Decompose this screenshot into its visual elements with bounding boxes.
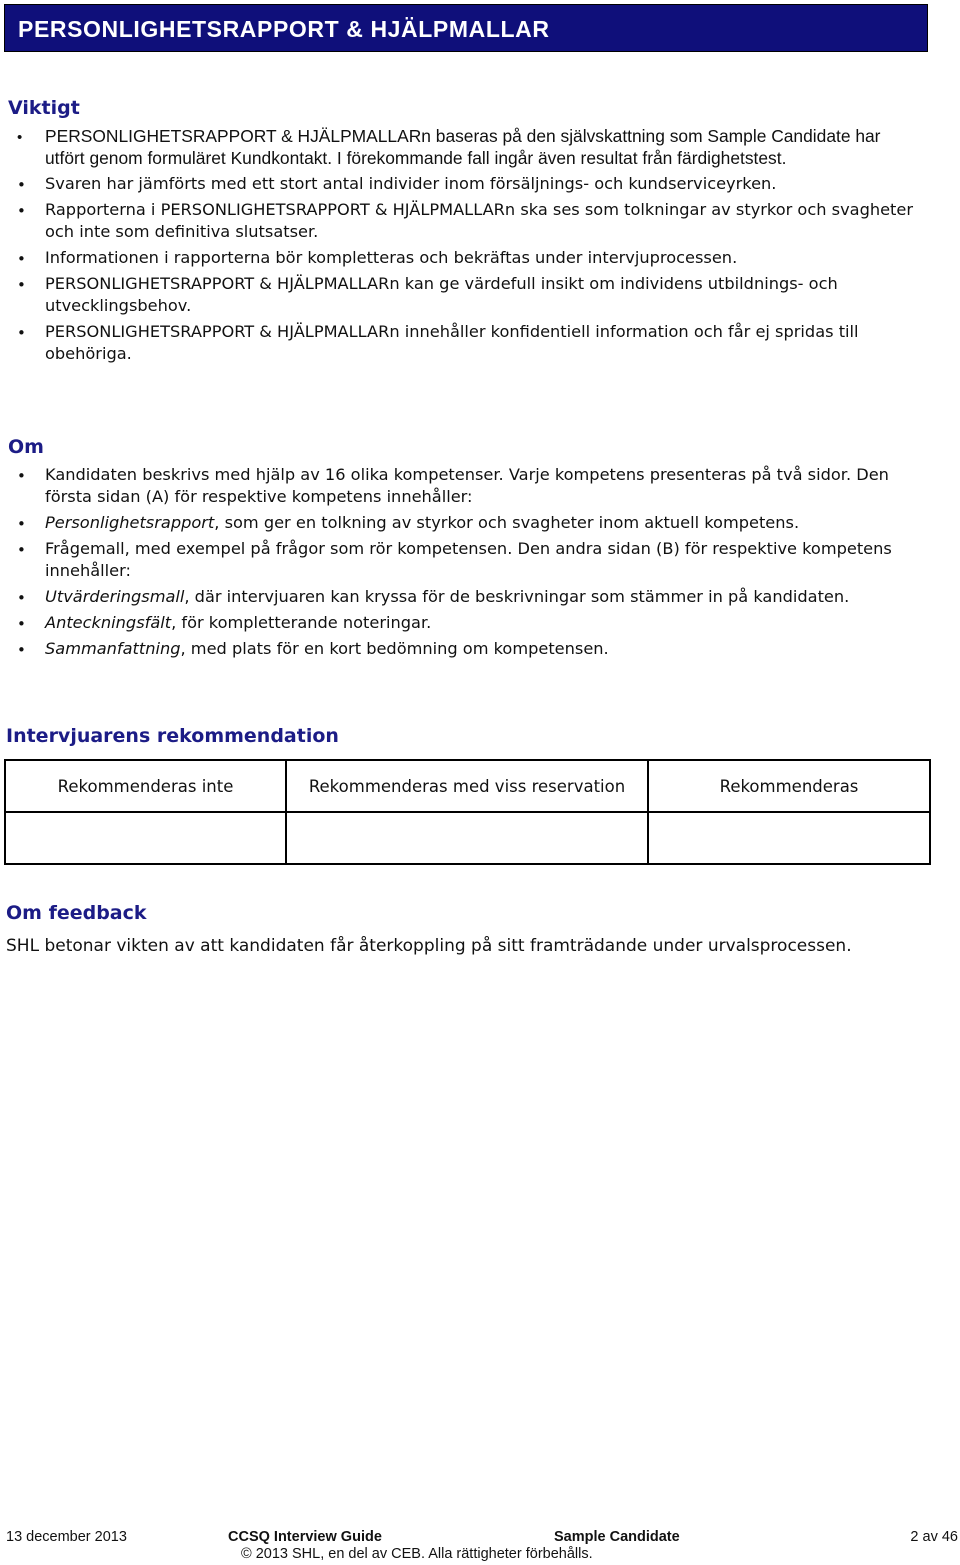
- viktigt-list: [0, 125, 920, 369]
- bullet-icon: •: [17, 467, 26, 485]
- heading-viktigt: Viktigt: [8, 97, 80, 119]
- footer-page-number: 2 av 46: [910, 1529, 958, 1545]
- column-header: Rekommenderas med viss reservation: [286, 760, 648, 812]
- bullet-icon: •: [17, 324, 26, 342]
- table-header-row: [5, 760, 930, 812]
- list-item: • Frågemall, med exempel på frågor som rör kompetensen. Den andra sidan (B) för respektive kompetens innehåller:: [17, 539, 892, 580]
- bullet-icon: •: [17, 541, 26, 559]
- list-item: • Utvärderingsmall, där intervjuaren kan kryssa för de beskrivningar som stämmer in på kandidaten.: [17, 587, 850, 607]
- bullet-icon: •: [17, 276, 26, 294]
- page-title: PERSONLIGHETSRAPPORT & HJÄLPMALLAR: [18, 16, 550, 42]
- table-row: [5, 812, 930, 864]
- bullet-icon: •: [17, 615, 26, 633]
- list-item: • PERSONLIGHETSRAPPORT & HJÄLPMALLARn kan ge värdefull insikt om individens utbildnings- och utvecklingsbehov.: [17, 274, 838, 315]
- bullet-icon: •: [17, 176, 26, 194]
- footer-date: 13 december 2013: [6, 1529, 127, 1545]
- bullet-icon: •: [17, 250, 26, 268]
- bullet-icon: •: [17, 202, 26, 220]
- list-item: • Personlighetsrapport, som ger en tolkning av styrkor och svagheter inom aktuell kompetens.: [17, 513, 800, 533]
- bullet-icon: •: [17, 589, 26, 607]
- footer-copyright: © 2013 SHL, en del av CEB. Alla rättigheter förbehålls.: [241, 1546, 593, 1562]
- footer-candidate: Sample Candidate: [554, 1529, 680, 1545]
- bullet-icon: •: [17, 129, 23, 146]
- heading-feedback: Om feedback: [6, 902, 147, 924]
- heading-recommendation: Intervjuarens rekommendation: [6, 725, 339, 747]
- checkbox-cell-not-recommended[interactable]: [5, 812, 286, 864]
- footer-guide: CCSQ Interview Guide: [228, 1529, 382, 1545]
- list-item: • Anteckningsfält, för kompletterande noteringar.: [17, 613, 432, 633]
- list-item: • Svaren har jämförts med ett stort antal individer inom försäljnings- och kundserviceyrken.: [17, 174, 777, 194]
- list-item: • PERSONLIGHETSRAPPORT & HJÄLPMALLARn baseras på den självskattning som Sample Candidate har utfört genom formuläret Kundkontakt. I förekommande fall ingår även resultat från färdighetstest.: [17, 126, 881, 168]
- column-header: Rekommenderas inte: [5, 760, 286, 812]
- bullet-icon: •: [17, 515, 26, 533]
- list-item: • Informationen i rapporterna bör kompletteras och bekräftas under intervjuprocessen.: [17, 248, 738, 268]
- recommendation-table: [4, 759, 931, 865]
- footer: [6, 1529, 958, 1547]
- list-item: • Kandidaten beskrivs med hjälp av 16 olika kompetenser. Varje kompetens presenteras på två sidor. Den första sidan (A) för respektive kompetens innehåller:: [17, 465, 889, 506]
- title-bar: [4, 4, 928, 52]
- column-header: Rekommenderas: [648, 760, 930, 812]
- bullet-icon: •: [17, 641, 26, 659]
- list-item: • Sammanfattning, med plats för en kort bedömning om kompetensen.: [17, 639, 609, 659]
- om-list: [0, 464, 920, 664]
- feedback-text: SHL betonar vikten av att kandidaten får återkoppling på sitt framträdande under urvalsprocessen.: [6, 936, 852, 956]
- checkbox-cell-recommended[interactable]: [648, 812, 930, 864]
- heading-om: Om: [8, 436, 44, 458]
- list-item: • Rapporterna i PERSONLIGHETSRAPPORT & HJÄLPMALLARn ska ses som tolkningar av styrkor och svagheter och inte som definitiva slutsatser.: [17, 200, 914, 241]
- list-item: • PERSONLIGHETSRAPPORT & HJÄLPMALLARn innehåller konfidentiell information och får ej spridas till obehöriga.: [17, 322, 859, 363]
- checkbox-cell-with-reservation[interactable]: [286, 812, 648, 864]
